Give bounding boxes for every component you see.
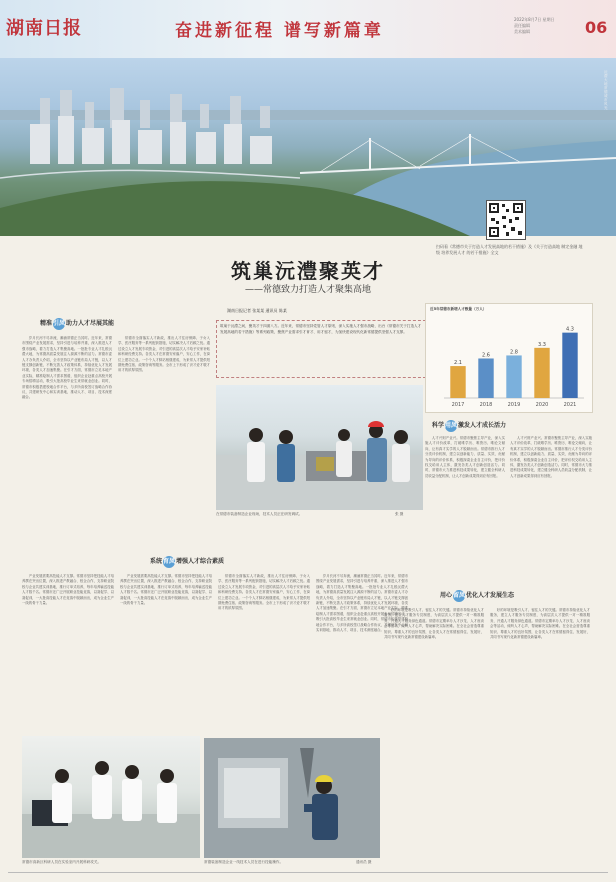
- chart-bar-2020: [534, 348, 549, 398]
- chart-value-label-2021: 4.3: [566, 326, 574, 333]
- qr-code-icon: [487, 201, 525, 239]
- article-column-4b: 产业发展需要高技能人才支撑。常德市坚持把技能人才培养摆在突出位置，深入推进产教融合、校企合作，支持职业院校与企业共建实训基地，推行订单式培养，每年培养输送技能人才数千名。常德市还广泛开展职业技能竞赛，以赛促学、以赛促训，一大批高技能人才在竞赛中脱颖而出，成为企业生产一线的骨干力量。: [120, 574, 212, 606]
- footer-rule: [8, 872, 608, 873]
- section-heading-4: 用心留凤优化人才发展生态: [440, 590, 514, 602]
- article-column-4: 产业发展需要高技能人才支撑。常德市坚持把技能人才培养摆在突出位置，深入推进产教融合、校企合作，支持职业院校与企业共建实训基地，推行订单式培养，每年培养输送技能人才数千名。常德市还广泛开展职业技能竞赛，以赛促学、以赛促训，一大批高技能人才在竞赛中脱颖而出，成为企业生产一线的骨干力量。: [22, 574, 114, 606]
- article-column-5b: 好的环境是吸引人才、留住人才的关键。常德市持续优化人才服务，建立人才服务专员制度，为高层次人才提供一对一精准服务，开通人才服务绿色通道。常德市定期举办人才沙龙、人才座谈会等活动，倾听人才心声，帮助解决实际困难。在全社会营造尊重知识、尊重人才的良好氛围，让各类人才在常德留得住、发展好，共同书写现代化新常德建设新篇章。: [490, 608, 590, 640]
- headline: 筑巢沅澧聚英才: [231, 259, 385, 283]
- editor-note: 筑巢于沅澧之间，聚英才于四面八方。近年来，常德市坚持党管人才原则，深入实施人才强市战略，出台《常德市关于打造人才发展高地的若干措施》等系列政策，聚焦产业需求引才育才、用才留才，为加快建设现代化新常德提供坚强人才支撑。: [216, 320, 426, 378]
- byline: 湖南日报记者 张某某 通讯员 陈某: [227, 308, 287, 313]
- chart-value-label-2018: 2.6: [482, 352, 490, 359]
- article-column-4d: 岁月长河不尽奔流，潮涌常德正当其时。近年来，常德市围绕产业发展需求，坚持引进与培养并重，深入推进人才强市战略，着力打造人才集聚高地。一批批专业人才扎根沅澧大地，为常德高质量发展注入源源不断的活力。常德市委人才办负责人介绍，全市坚持以产业链布局人才链，以人才链支撑创新链，不断完善人才政策体系，持续优化人才发展环境，各类人才加速集聚。在引才方面，常德市立足本地产业实际，精准绘制人才需求图谱，组织企业赴重点高校开展专场招聘活动，吸引大批高校毕业生来常就业创业。同时，常德市积极搭建校地合作平台，与多所高校签订战略合作协议，共建研发中心和实训基地，推动人才、项目、技术深度融合。: [316, 574, 408, 633]
- technician-photo: [204, 738, 380, 858]
- article-column-4c: 常德市全面落实人才新政，推出人才住房保障、子女入学、医疗服务等一系列配套措施，切实解决人才后顾之忧。通过设立人才发展专项资金，对引进的高层次人才给予安家补贴和科研经费支持。各类人才在常德安家落户，安心工作，在岗位上建功立业。一个个人才驿站相继建成，为来常人才提供短期免费住宿、政策咨询等服务。全市上下形成了识才爱才敬才用才的浓厚氛围。: [218, 574, 310, 611]
- chart-tick-label-2017: 2017: [451, 402, 465, 408]
- qr-caption: 扫码看《常德市关于打造人才发展高地的若干措施》及《关于打造高地 制定金融 地级 培养发展人才 的若干措施》全文: [436, 244, 583, 255]
- section-highlight-2: 用凤: [445, 420, 457, 432]
- chart-plot: [426, 316, 592, 412]
- paper-name: 湖南日报: [6, 18, 82, 39]
- subheadline: ——常德致力打造人才聚集高地: [244, 285, 371, 295]
- page-number: 06: [585, 18, 608, 37]
- section-highlight-1: 引凤: [53, 318, 65, 330]
- chart-bar-2021: [562, 333, 577, 398]
- article-column-3: 人才兴则产业兴。常德市聚焦主导产业，深入实施人才评价改革，打破唯学历、唯资历、唯论文倾向，让有真才实学的人才脱颖而出。常德市推行人才分类评价机制，建立以创新能力、质量、实效、贡献为导向的评价体系，积极探索企业自主评价，把评价权交给用人主体，激发各类人才创新创造活力。同时，常德市大力推进科技成果转化，建立健全科研人员收益分配机制，让人才创新成果得到应有回报。: [425, 436, 505, 478]
- chart-bar-2019: [506, 355, 521, 398]
- section-highlight-3: 育凤: [163, 556, 175, 568]
- chart-tick-label-2018: 2018: [479, 402, 493, 408]
- lab-research-photo: [22, 736, 200, 858]
- article-column-1: 岁月长河不尽奔流，潮涌常德正当其时。近年来，常德市围绕产业发展需求，坚持引进与培养并重，深入推进人才强市战略，着力打造人才集聚高地。一批批专业人才扎根沅澧大地，为常德高质量发展注入源源不断的活力。常德市委人才办负责人介绍，全市坚持以产业链布局人才链，以人才链支撑创新链，不断完善人才政策体系，持续优化人才发展环境，各类人才加速集聚。在引才方面，常德市立足本地产业实际，精准绘制人才需求图谱，组织企业赴重点高校开展专场招聘活动，吸引大批高校毕业生来常就业创业。同时，常德市积极搭建校地合作平台，与多所高校签订战略合作协议，共建研发中心和实训基地，推动人才、项目、技术深度融合。: [22, 336, 112, 400]
- mid-photo-caption: 在常德市装备制造企业现场，技术人员正在研发调试。: [216, 512, 303, 516]
- chart-bar-2017: [450, 366, 465, 398]
- section-heading-1: 精准引凤助力人才尽展其能: [40, 318, 114, 330]
- chart-title: 近5年常德市新增人才数量（万人）: [430, 307, 487, 311]
- bl-photo-caption: 常德市高新区科研人员在实验室内开展科研攻关。: [22, 860, 102, 864]
- mid-photo-credit: 张 摄: [395, 512, 404, 516]
- section-heading-3: 系统育凤增强人才综合素质: [150, 556, 224, 568]
- bc-photo-credit: 通讯员 摄: [356, 860, 372, 864]
- masthead-banner: 奋进新征程 谱写新篇章: [175, 21, 384, 41]
- top-photo-caption: 沅澧大地 常德城市风光: [604, 70, 608, 110]
- factory-visit-illustration: [216, 385, 423, 510]
- qr-code[interactable]: [486, 200, 526, 240]
- chart-value-label-2020: 3.3: [538, 341, 546, 348]
- lab-research-illustration: [22, 736, 200, 858]
- article-column-3b: 人才兴则产业兴。常德市聚焦主导产业，深入实施人才评价改革，打破唯学历、唯资历、唯论文倾向，让有真才实学的人才脱颖而出。常德市推行人才分类评价机制，建立以创新能力、质量、实效、贡献为导向的评价体系，积极探索企业自主评价，把评价权交给用人主体，激发各类人才创新创造活力。同时，常德市大力推进科技成果转化，建立健全科研人员收益分配机制，让人才创新成果得到应有回报。: [510, 436, 592, 478]
- section-heading-2: 科学用凤激发人才成长活力: [432, 420, 506, 432]
- article-column-5: 好的环境是吸引人才、留住人才的关键。常德市持续优化人才服务，建立人才服务专员制度，为高层次人才提供一对一精准服务，开通人才服务绿色通道。常德市定期举办人才沙龙、人才座谈会等活动，倾听人才心声，帮助解决实际困难。在全社会营造尊重知识、尊重人才的良好氛围，让各类人才在常德留得住、发展好，共同书写现代化新常德建设新篇章。: [384, 608, 484, 640]
- factory-visit-photo: [216, 385, 423, 510]
- chart-tick-label-2021: 2021: [563, 402, 577, 408]
- chart-bar-2018: [478, 358, 493, 398]
- chart-tick-label-2020: 2020: [535, 402, 549, 408]
- page-meta: 2022年8月7日 星期日 责任编辑 美术编辑: [514, 17, 555, 34]
- chart-value-label-2019: 2.8: [510, 349, 518, 356]
- chart-tick-label-2019: 2019: [507, 402, 521, 408]
- article-column-2: 常德市全面落实人才新政，推出人才住房保障、子女入学、医疗服务等一系列配套措施，切实解决人才后顾之忧。通过设立人才发展专项资金，对引进的高层次人才给予安家补贴和科研经费支持。各类人才在常德安家落户，安心工作，在岗位上建功立业。一个个人才驿站相继建成，为来常人才提供短期免费住宿、政策咨询等服务。全市上下形成了识才爱才敬才用才的浓厚氛围。: [118, 336, 210, 373]
- technician-illustration: [204, 738, 380, 858]
- chart-value-label-2017: 2.1: [454, 360, 462, 367]
- bc-photo-caption: 常德装备制造企业一线技术人员在进行技能操作。: [204, 860, 284, 864]
- section-highlight-4: 留凤: [453, 590, 465, 602]
- talent-growth-chart: [425, 303, 593, 413]
